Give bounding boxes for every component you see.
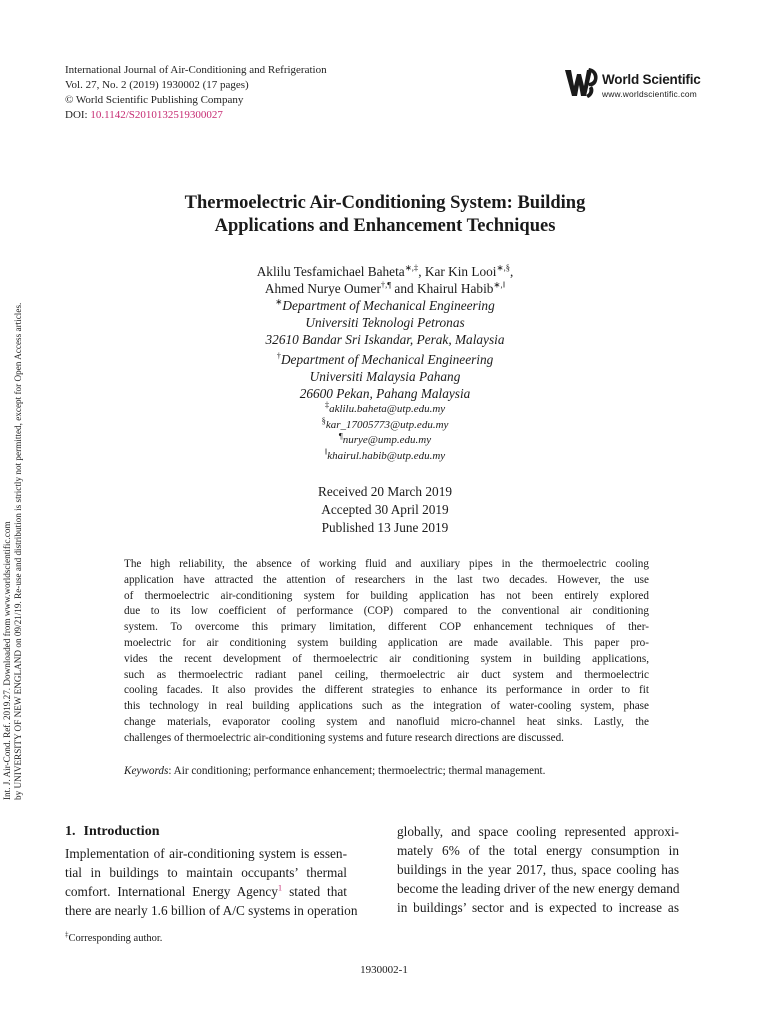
abstract-line: vides the recent development of thermoelectric air conditioning system in building applications,	[124, 652, 649, 665]
affiliation-address: 32610 Bandar Sri Iskandar, Perak, Malaysia	[265, 332, 505, 347]
affiliation-university: Universiti Teknologi Petronas	[305, 315, 465, 330]
page-number: 1930002-1	[360, 964, 408, 976]
body-line: Implementation of air-conditioning system is essen-	[65, 846, 347, 861]
author-separator: ,	[418, 264, 425, 279]
author-mark: ∗,§	[496, 262, 510, 273]
affiliation-mark: †	[276, 350, 281, 361]
email-mark: ‡	[324, 399, 330, 410]
journal-volume: Vol. 27, No. 2 (2019) 1930002 (17 pages)	[65, 79, 249, 91]
author-separator: ,	[509, 264, 514, 279]
keywords-text: : Air conditioning; performance enhancement; thermoelectric; thermal management.	[168, 765, 546, 777]
body-text: comfort. International Energy Agency	[65, 884, 278, 899]
body-line: mately 6% of the total energy consumption in	[397, 843, 679, 858]
email-list	[150, 399, 620, 464]
doi-link[interactable]: 10.1142/S2010132519300027	[90, 109, 223, 121]
email-address: kar_17005773@utp.edu.my	[325, 418, 449, 431]
author-name: Khairul Habib	[416, 281, 494, 296]
title-line-1: Thermoelectric Air-Conditioning System: Building	[184, 193, 586, 213]
accepted-date: Accepted 30 April 2019	[321, 502, 449, 517]
body-line: in buildings’ sector and is expected to increase as	[397, 900, 679, 915]
world-scientific-logo-icon	[562, 66, 600, 100]
affiliation-department: Department of Mechanical Engineering	[282, 298, 495, 313]
abstract-line: system. To overcome this primary limitation, different COP enhancement techniques of ther-	[124, 621, 649, 634]
affiliation-department: Department of Mechanical Engineering	[280, 352, 494, 367]
abstract	[124, 557, 649, 747]
body-column-left	[65, 822, 358, 920]
title-line-2: Applications and Enhancement Techniques	[214, 216, 556, 236]
margin-note-line-1: Int. J. Air-Cond. Ref. 2019.27. Downloaded from www.worldscientific.com	[2, 521, 12, 800]
section-number: 1.	[65, 824, 76, 839]
citation-link[interactable]: 1	[277, 882, 283, 893]
email-item	[150, 399, 620, 418]
abstract-line: change materials, evaporator cooling system and nanofluid micro-channel heat sinks. Lastly, the	[124, 715, 649, 728]
body-line: tial in buildings to maintain occupants’ thermal	[65, 865, 347, 880]
affiliation-2	[150, 351, 620, 402]
abstract-line: of thermoelectric air-conditioning system for building application has not been entirely explored	[124, 589, 649, 602]
email-mark: §	[321, 414, 326, 425]
footnote	[65, 932, 162, 945]
author-name: Aklilu Tesfamichael Baheta	[256, 264, 405, 279]
email-address: khairul.habib@utp.edu.my	[327, 449, 446, 462]
affiliation-address: 26600 Pekan, Pahang Malaysia	[299, 386, 471, 401]
email-item	[150, 414, 620, 434]
keywords	[124, 764, 649, 779]
author-name: Ahmed Nurye Oumer	[264, 281, 381, 296]
abstract-line: challenges of thermoelectric air-conditioning systems and future research directions are discussed.	[124, 731, 564, 744]
author-block	[150, 263, 620, 464]
doi-label: DOI:	[65, 109, 91, 121]
journal-doi	[65, 108, 327, 123]
abstract-line: due to its low coefficient of performance (COP) compared to the conventional air conditioning	[124, 605, 649, 618]
author-name: Kar Kin Looi	[424, 264, 497, 279]
affiliation-1	[150, 297, 620, 348]
author-mark: ∗,‖	[493, 279, 506, 290]
abstract-line: such as thermoelectric radiant panel ceiling, thermoelectric air duct system and thermoelectric	[124, 668, 649, 681]
published-date: Published 13 June 2019	[321, 520, 449, 535]
author-line-1	[150, 263, 620, 280]
journal-name: International Journal of Air-Conditioning and Refrigeration	[65, 64, 327, 76]
publication-dates	[250, 483, 520, 537]
journal-copyright: © World Scientific Publishing Company	[65, 94, 244, 106]
body-text: stated that	[282, 884, 347, 899]
author-line-2	[150, 280, 620, 297]
email-address: aklilu.baheta@utp.edu.my	[329, 403, 446, 415]
section-heading	[65, 822, 347, 841]
email-address: nurye@ump.edu.my	[342, 434, 432, 446]
author-mark: †,¶	[380, 279, 392, 290]
keywords-label: Keywords	[124, 765, 169, 777]
abstract-line: The high reliability, the absence of working fluid and auxiliary pipes in the thermoelectric cooling	[124, 558, 649, 570]
email-mark: ¶	[338, 430, 343, 441]
publisher-name: World Scientific	[602, 72, 701, 87]
margin-note-line-2: by UNIVERSITY OF NEW ENGLAND on 09/21/19. Re-use and distribution is strictly not permitted, except for Open Access articles.	[13, 302, 23, 800]
abstract-line: cooling facades. It also provides the different strategies to enhance its performance in order to fit	[124, 684, 649, 697]
email-item	[150, 445, 620, 465]
abstract-line: this technology in real building applications such as the integration of water-cooling system, phase	[124, 700, 649, 713]
email-item	[150, 430, 620, 449]
abstract-line: moelectric for air conditioning system building application are made available. This paper pro-	[124, 636, 649, 649]
download-margin-note	[2, 240, 24, 800]
body-column-right	[397, 822, 679, 917]
affiliation-mark: ∗	[275, 296, 283, 307]
received-date: Received 20 March 2019	[317, 484, 453, 499]
publisher-logo	[562, 66, 712, 102]
email-mark: ‖	[324, 445, 328, 456]
affiliation-university: Universiti Malaysia Pahang	[309, 369, 461, 384]
body-line: there are nearly 1.6 billion of A/C systems in operation	[65, 903, 358, 918]
body-line: globally, and space cooling represented approxi-	[397, 824, 679, 839]
body-line	[65, 882, 347, 901]
paper-title	[90, 192, 680, 238]
abstract-line: application have attracted the attention of researchers in the last two decades. However, the use	[124, 573, 649, 586]
body-line: become the leading driver of the new energy demand	[397, 881, 680, 896]
footnote-text: Corresponding author.	[68, 933, 163, 944]
footnote-mark: ‡	[65, 930, 69, 939]
publisher-url: www.worldscientific.com	[602, 89, 697, 99]
section-title: Introduction	[83, 824, 160, 839]
journal-header	[65, 63, 327, 123]
author-mark: ∗,‡	[404, 262, 419, 273]
body-line: buildings in the year 2017, thus, space cooling has	[397, 862, 679, 877]
author-separator: and	[391, 281, 417, 296]
